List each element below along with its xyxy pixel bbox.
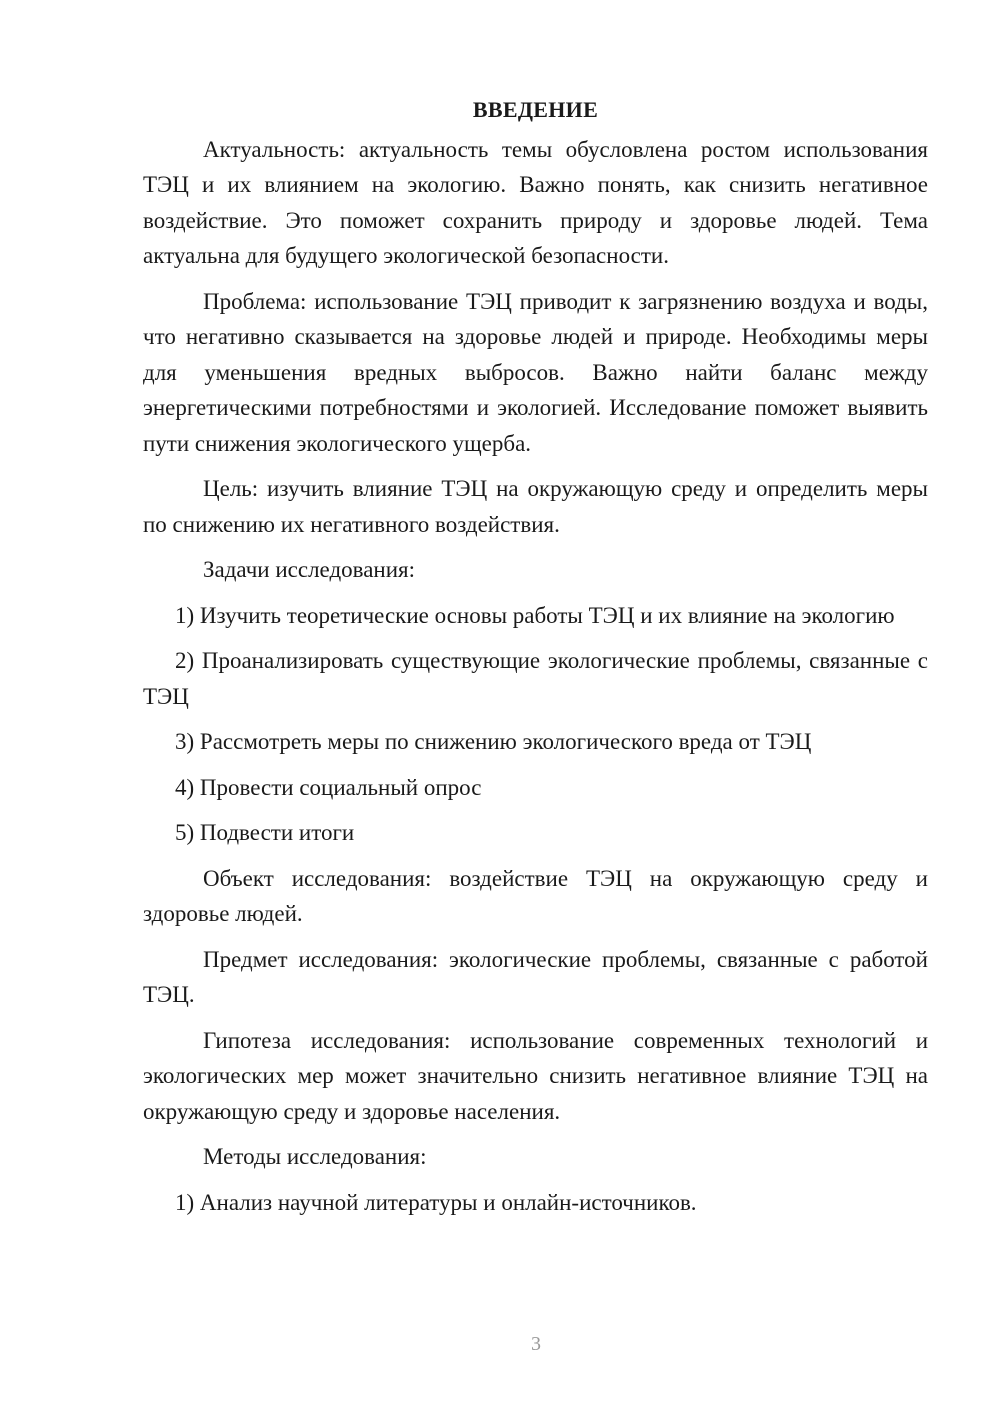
goal-paragraph: Цель: изучить влияние ТЭЦ на окружающую среду и определить меры по снижению их негативного воздействия. bbox=[143, 476, 928, 537]
hypothesis-paragraph: Гипотеза исследования: использование современных технологий и экологических мер может значительно снизить негативное влияние ТЭЦ на окружающую среду и здоровье населения. bbox=[143, 1027, 928, 1124]
page-heading: ВВЕДЕНИЕ bbox=[472, 97, 599, 122]
task-item-1: 1) Изучить теоретические основы работы ТЭЦ и их влияние на экологию bbox=[175, 602, 895, 628]
relevance-paragraph: Актуальность: актуальность темы обусловлена ростом использования ТЭЦ и их влиянием на экологию. Важно понять, как снизить негативное воздействие. Это поможет сохранить природу и здоровье людей. Тема актуальна для будущего экологической безопасности. bbox=[143, 136, 928, 268]
tasks-heading: Задачи исследования: bbox=[203, 557, 416, 582]
task-item-3: 3) Рассмотреть меры по снижению экологического вреда от ТЭЦ bbox=[175, 729, 812, 754]
task-item-2: 2) Проанализировать существующие экологические проблемы, связанные с ТЭЦ bbox=[143, 648, 928, 709]
methods-heading: Методы исследования: bbox=[203, 1144, 427, 1169]
task-item-5: 5) Подвести итоги bbox=[175, 820, 355, 845]
task-item-4: 4) Провести социальный опрос bbox=[175, 774, 482, 800]
page-number: 3 bbox=[531, 1333, 541, 1355]
page-content bbox=[143, 92, 928, 1230]
subject-paragraph: Предмет исследования: экологические проблемы, связанные с работой ТЭЦ. bbox=[143, 946, 928, 1007]
object-paragraph: Объект исследования: воздействие ТЭЦ на окружающую среду и здоровье людей. bbox=[143, 865, 928, 926]
method-item-1: 1) Анализ научной литературы и онлайн-источников. bbox=[175, 1189, 697, 1215]
problem-paragraph: Проблема: использование ТЭЦ приводит к загрязнению воздуха и воды, что негативно сказывается на здоровье людей и природе. Необходимы меры для уменьшения вредных выбросов. Важно найти баланс между энергетическими потребностями и экологией. Исследование поможет выявить пути снижения экологического ущерба. bbox=[143, 288, 928, 456]
